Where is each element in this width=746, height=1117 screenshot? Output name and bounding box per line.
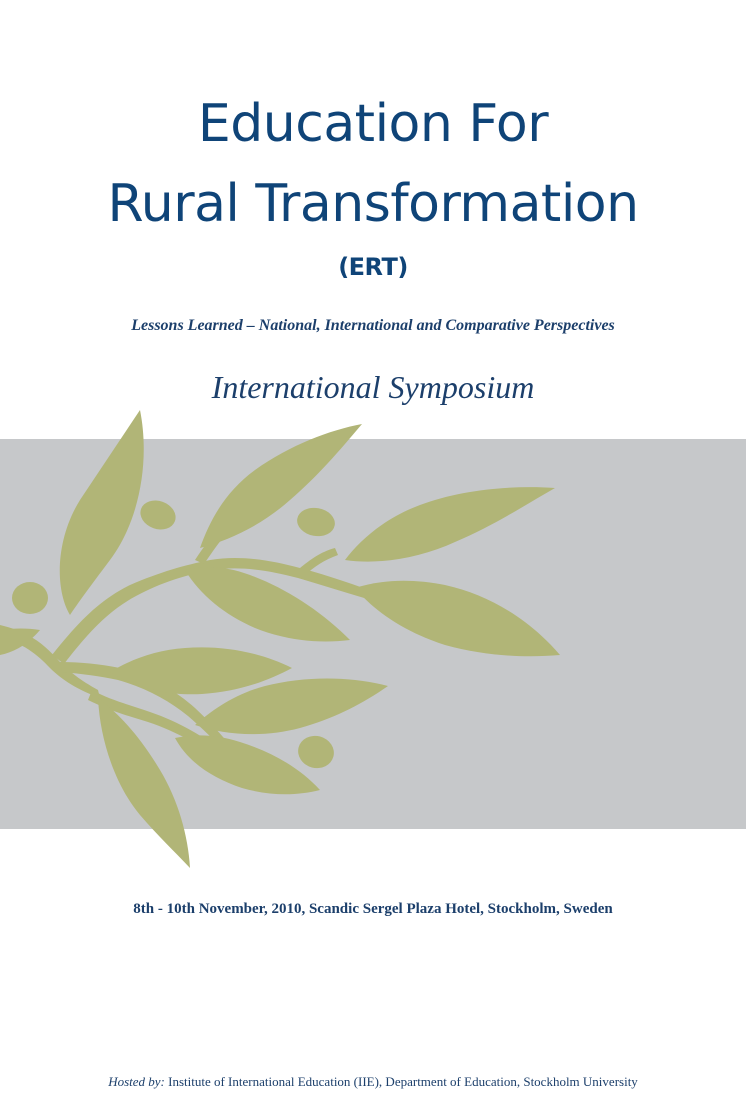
event-details: 8th - 10th November, 2010, Scandic Sergel Plaza Hotel, Stockholm, Sweden (133, 901, 613, 917)
event-type: International Symposium (211, 369, 535, 405)
hosted-by-organizations: Institute of International Education (IIE), Department of Education, Stockholm University (168, 1074, 638, 1089)
title-abbreviation: (ERT) (338, 253, 408, 281)
olive-branch-icon (0, 400, 746, 880)
title-line-1: Education For (197, 94, 549, 154)
title-line-2: Rural Transformation (107, 174, 639, 234)
hosted-by (0, 1072, 746, 1092)
subtitle: Lessons Learned – National, International and Comparative Perspectives (131, 317, 615, 334)
hosted-by-label: Hosted by: (108, 1074, 165, 1089)
